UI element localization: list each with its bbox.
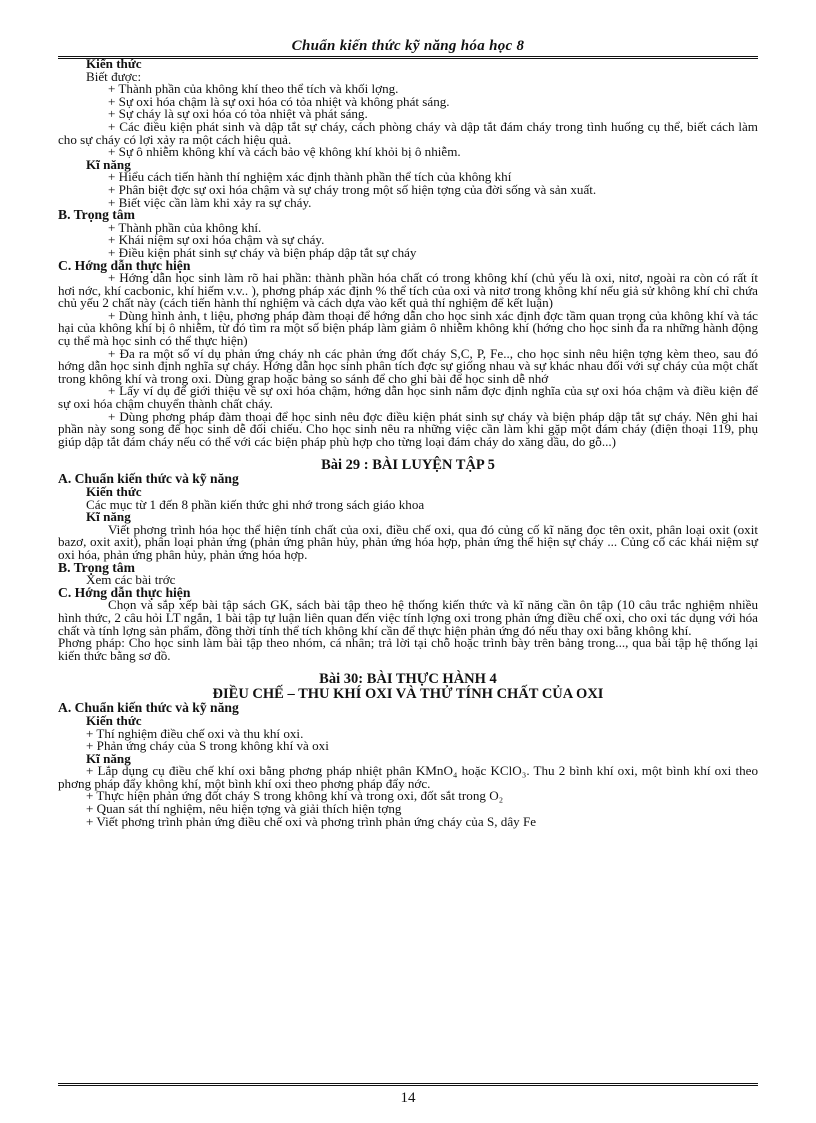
- list-item: + Các điều kiện phát sinh và dập tắt sự cháy, cách phòng cháy và dập tắt đám cháy trong tình huống cụ thể, biết cách làm cho sự cháy có lợi xảy ra một cách hiệu quả.: [58, 118, 758, 147]
- page-header-title: Chuẩn kiến thức kỹ năng hóa học 8: [291, 38, 525, 54]
- list-item: + Thành phần của không khí.: [108, 219, 262, 235]
- section-c-heading: C. Hớng dẫn thực hiện: [58, 584, 191, 600]
- paragraph: + Lấy ví dụ để giới thiệu về sự oxi hóa chậm, hớng dẫn học sinh nắm đợc định nghĩa của sự oxi hóa chậm và điều kiện để sự oxi hóa chậm chuyển thành chất cháy.: [58, 383, 758, 412]
- section-b-heading: B. Trọng tâm: [58, 207, 135, 223]
- list-item: + Khái niệm sự oxi hóa chậm và sự cháy.: [108, 232, 325, 248]
- paragraph: + Dùng hình ảnh, t liệu, phơng pháp đàm thoại để hớng dẫn cho học sinh xác định đợc tầm quan trọng của không khí và tác hại của không khí bị ô nhiễm, từ đó tìm ra một số biện pháp làm giảm ô nhiễm không khí (hớng cho học sinh đa ra những hành động cụ thể mà học sinh có thể thực hiện): [58, 307, 758, 349]
- paragraph: Chọn và sắp xếp bài tập sách GK, sách bài tập theo hệ thống kiến thức và kĩ năng cần ôn tập (10 câu trắc nghiệm nhiều hình thức, 2 câu hỏi LT ngắn, 1 bài tập tự luận liên quan đến việc tính lợng oxi trong phản ứng điều chế oxi, cho oxi tác dụng với hóa chất và tính lợng sản phẩm, đồng thời tính thể tích không khí cần để thực hiện phản ứng đó nếu thay oxi bằng không khí.: [58, 597, 758, 638]
- lesson-29-title: Bài 29 : BÀI LUYỆN TẬP 5: [321, 457, 495, 474]
- lesson-30-subtitle: ĐIỀU CHẾ – THU KHÍ OXI VÀ THỬ TÍNH CHẤT CỦA OXI: [212, 686, 604, 703]
- list-item: + Điều kiện phát sinh sự cháy và biện pháp dập tắt sự cháy: [108, 244, 417, 260]
- list-item: + Sự cháy là sự oxi hóa có tỏa nhiệt và phát sáng.: [108, 106, 368, 122]
- list-item: + Hiểu cách tiến hành thí nghiệm xác định thành phần thể tích của không khí: [108, 169, 512, 185]
- lesson-30-title: Bài 30: BÀI THỰC HÀNH 4: [319, 671, 497, 688]
- paragraph: Phơng pháp: Cho học sinh làm bài tập theo nhóm, cá nhân; trả lời tại chỗ hoặc trình bày trên bảng trong..., qua bài tập hệ thống lại kiến thức bằng sơ đồ.: [58, 635, 758, 663]
- paragraph: + Đa ra một số ví dụ phản ứng cháy nh các phản ứng đốt cháy S,C, P, Fe.., cho học sinh nêu hiện tợng kèm theo, sau đó hớng dẫn học sinh định nghĩa sự cháy. Hớng dẫn học sinh phân tích đợc sự giống nhau và sự khác nhau đối với sự cháy của một chất trong không khí và trong oxi. Dùng grap hoặc bảng so sánh để cho ghi bài để học sinh dễ nhớ: [58, 345, 758, 386]
- section-b-heading: B. Trọng tâm: [58, 559, 135, 575]
- section-ki-nang-heading: Kĩ năng: [86, 156, 131, 172]
- paragraph: + Hớng dẫn học sinh làm rõ hai phần: thành phần hóa chất có trong không khí (chủ yếu là oxi, nitơ, ngoài ra còn có rất ít hơi nớc, khí cacbonic, khí hiếm v.v.. ), phơng pháp xác định % thể tích của oxi và nitơ trong không khí nếu giả sử không khí chỉ chứa chủ yếu 2 chất này (cách tiến hành thí nghiệm và cách dựa vào kết quả thí nghiệm để kết luận): [58, 270, 758, 311]
- list-item: + Thực hiện phản ứng đốt cháy S trong không khí và trong oxi, đốt sắt trong O₂: [86, 788, 504, 804]
- list-item: + Sự ô nhiễm không khí và cách bảo vệ không khí khỏi bị ô nhiễm.: [108, 144, 461, 160]
- paragraph: + Dùng phơng pháp đàm thoại để học sinh nêu đợc điều kiện phát sinh sự cháy và biện pháp dập tắt sự cháy. Nên ghi hai phần này song song để học sinh dễ đối chiếu. Cho học sinh nêu ra những việc cần làm khi gặp một đám cháy (điện thoại 119, phụ giúp dập tắt đám cháy nếu có thể với các biện pháp phù hợp cho từng loại đám cháy do xăng dầu, do gỗ...): [58, 408, 758, 449]
- section-a-heading: A. Chuẩn kiến thức và kỹ năng: [58, 700, 239, 716]
- list-item: + Thí nghiệm điều chế oxi và thu khí oxi.: [86, 725, 304, 741]
- section-kien-thuc-heading: Kiến thức: [86, 484, 142, 499]
- list-item: + Lắp dụng cụ điều chế khí oxi bằng phơng pháp nhiệt phân KMnO₄ hoặc KClO₃. Thu 2 bình khí oxi, một bình khí oxi theo phơng pháp đẩy không khí, một bình khí oxi theo phơng pháp đẩy nớc.: [58, 763, 758, 791]
- section-kien-thuc-heading: Kiến thức: [86, 56, 142, 71]
- paragraph: Viết phơng trình hóa học thể hiện tính chất của oxi, điều chế oxi, qua đó củng cố kĩ năng đọc tên oxit, phân loại oxit (oxit bazơ, oxit axit), phân loại phản ứng (phản ứng phân hủy, phản ứng hóa hợp, phản ứng thể hiện sự cháy ... Củng cố các khái niệm sự oxi hóa, phản ứng phân hủy, phản ứng hóa hợp.: [58, 521, 758, 562]
- section-kien-thuc-heading: Kiến thức: [86, 712, 142, 728]
- section-c-heading: C. Hớng dẫn thực hiện: [58, 257, 191, 273]
- list-item: + Quan sát thí nghiệm, nêu hiện tợng và giải thích hiện tợng: [86, 801, 402, 817]
- list-item: + Thành phần của không khí theo thể tích và khối lợng.: [108, 81, 399, 97]
- biet-duoc-label: Biết được:: [86, 68, 142, 84]
- section-ki-nang-heading: Kĩ năng: [86, 750, 131, 766]
- list-item: + Phản ứng cháy của S trong không khí và oxi: [86, 738, 329, 754]
- page-number: 14: [400, 1090, 416, 1106]
- section-a-heading: A. Chuẩn kiến thức và kỹ năng: [58, 471, 239, 487]
- page-content: [58, 58, 758, 828]
- footer-divider: [58, 1083, 758, 1086]
- section-ki-nang-heading: Kĩ năng: [86, 509, 131, 525]
- paragraph: Xem các bài trớc: [86, 572, 176, 588]
- list-item: + Viết phơng trình phản ứng điều chế oxi và phơng trình phản ứng cháy của S, dây Fe: [86, 813, 537, 829]
- list-item: + Sự oxi hóa chậm là sự oxi hóa có tỏa nhiệt và không phát sáng.: [108, 93, 450, 109]
- list-item: + Phân biệt đợc sự oxi hóa chậm và sự cháy trong một số hiện tợng của đời sống và sản xuất.: [108, 181, 597, 197]
- paragraph: Các mục từ 1 đến 8 phần kiến thức ghi nhớ trong sách giáo khoa: [86, 496, 425, 512]
- list-item: + Biết việc cần làm khi xảy ra sự cháy.: [108, 194, 312, 210]
